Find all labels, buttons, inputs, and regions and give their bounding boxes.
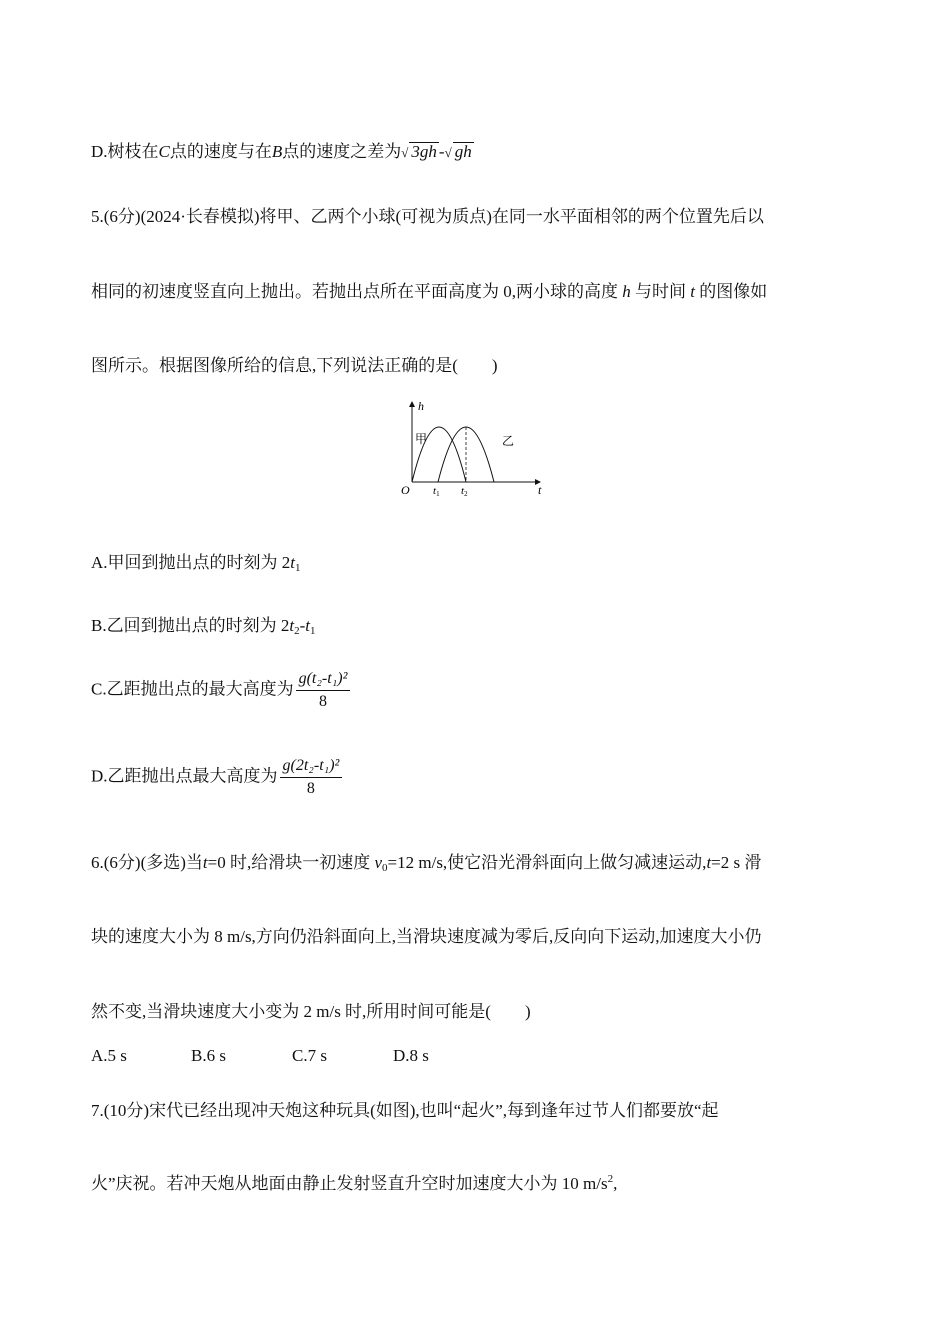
q4-option-d: D.树枝在C点的速度与在B点的速度之差为√ 3gh -√ gh <box>91 142 472 161</box>
fraction-c: $\frac{\text{g(t₂-t₁)²}}{8}$ <box>296 670 351 711</box>
q6-line1: 6.(6分)(多选)当t=0 时,给滑块一初速度 $v_0=12$ m/s,使它沿光滑斜面向上做匀减速运动,t=2 s 滑 <box>91 853 762 874</box>
q6-line3: 然不变,当滑块速度大小变为 2 m/s 时,所用时间可能是( ) <box>91 1002 531 1021</box>
tick-t2: t2 <box>461 485 468 498</box>
q7-line1: 7.(10分)宋代已经出现冲天炮这种玩具(如图),也叫“起火”,每到逢年过节人们都要放“起 <box>91 1101 719 1120</box>
q6-option-b: B.6 s <box>191 1046 226 1065</box>
root-gh-3: 3gh <box>411 142 437 161</box>
q5-option-a: A.甲回到抛出点的时刻为 $2t_1$ <box>91 553 301 574</box>
q5-line1: 5.(6分)(2024·长春模拟)将甲、乙两个小球(可视为质点)在同一水平面相邻的两个位置先后以 <box>91 207 764 226</box>
q6-line2: 块的速度大小为 8 m/s,方向仍沿斜面向上,当滑块速度减为零后,反向向下运动,加速度大小仍 <box>91 927 762 946</box>
height-time-graph <box>398 396 548 500</box>
q6-option-d: D.8 s <box>393 1046 429 1065</box>
q6-option-c: C.7 s <box>292 1046 327 1065</box>
tick-t1: t1 <box>433 485 440 498</box>
q5-option-c: C.乙距抛出点的最大高度为 $\frac{\text{g(t₂-t₁)²}}{8}$ <box>91 670 350 711</box>
q5-option-d: D.乙距抛出点最大高度为 $\frac{\text{g(2t₂-t₁)²}}{8}$ <box>91 757 342 798</box>
q7-line2: 火”庆祝。若冲天炮从地面由静止发射竖直升空时加速度大小为 10 $m/s^2$, <box>91 1173 618 1193</box>
fraction-d: $\frac{\text{g(2t₂-t₁)²}}{8}$ <box>280 757 343 798</box>
q5-option-b: B.乙回到抛出点的时刻为 $2t_2-t_1$ <box>91 616 316 637</box>
sqrt-sign-icon: √ <box>444 145 452 160</box>
label-origin: O <box>401 483 410 497</box>
label-jia: 甲 <box>415 432 428 446</box>
q6-option-a: A.5 s <box>91 1046 127 1065</box>
q5-line2: 相同的初速度竖直向上抛出。若抛出点所在平面高度为 0,两小球的高度 h 与时间 t 的图像如 <box>91 282 768 301</box>
root-gh: gh <box>454 142 472 161</box>
label-h: h <box>418 399 424 413</box>
q5-line3: 图所示。根据图像所给的信息,下列说法正确的是( ) <box>91 356 498 375</box>
sqrt-sign-icon: √ <box>401 145 409 160</box>
label-t: t <box>538 483 542 497</box>
label-yi: 乙 <box>502 434 515 448</box>
